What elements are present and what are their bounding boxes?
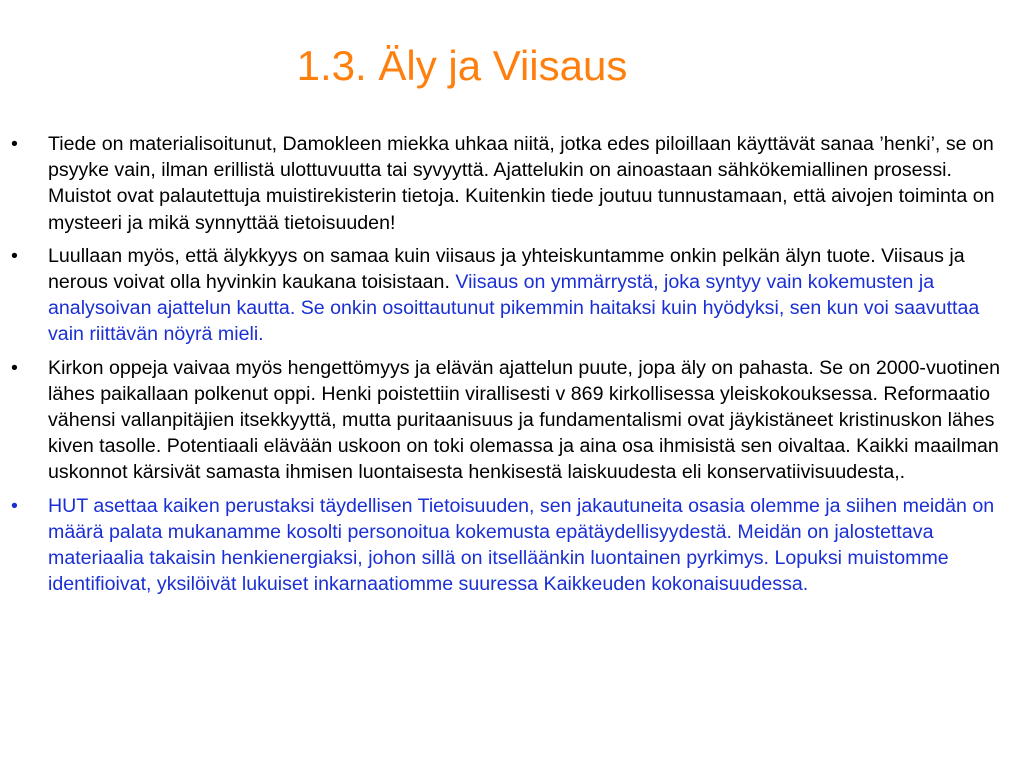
bullet-item-1: [0, 131, 1024, 236]
bullet-mark: •: [11, 356, 18, 379]
bullet-text-2-highlight: Viisaus on ymmärrystä, joka syntyy vain kokemusten ja analysoivan ajattelun kautta. Se onkin osoittautunut pikemmin haitaksi kuin hyödyksi, sen kun voi saavuttaa vain riittävän nöyrä mieli.: [48, 271, 980, 346]
slide-title: 1.3. Äly ja Viisaus: [296, 42, 628, 89]
bullet-item-3: [0, 355, 1024, 486]
bullet-item-2: [0, 243, 1024, 348]
bullet-item-4: [0, 493, 1024, 598]
bullet-text-2: Luullaan myös, että älykkyys on samaa kuin viisaus ja yhteiskuntamme onkin pelkän älyn tuote. Viisaus ja nerous voivat olla hyvinkin kaukana toisistaan.: [48, 244, 965, 294]
bullet-mark: •: [11, 133, 18, 155]
bullet-text-4: HUT asettaa kaiken perustaksi täydellisen Tietoisuuden, sen jakautuneita osasia olemme ja siihen meidän on määrä palata mukanamme kosolti personoitua kokemusta epätäydellisyydestä. Meidän on jalostettava materiaalia takaisin henkienergiaksi, johon sillä on itselläänkin luontainen pyrkimys. Lopuksi muistomme identifioivat, yksilöivät lukuiset inkarnaatiomme suuressa Kaikkeuden kokonaisuudessa.: [48, 494, 995, 596]
bullet-list: [0, 131, 1024, 604]
bullet-mark: •: [11, 494, 18, 517]
bullet-mark: •: [11, 244, 18, 267]
bullet-text-3: Kirkon oppeja vaivaa myös hengettömyys ja elävän ajattelun puute, jopa äly on pahasta. Se on 2000-vuotinen lähes paikallaan polkenut oppi. Henki poistettiin virallisesti v 869 kirkollisessa yleiskokouksessa. Reformaatio vähensi vallanpitäjien itsekkyyttä, mutta puritaanisuus ja fundamentalismi ovat jäykistäneet kristinuskon lähes kiven tasolle. Potentiaali elävään uskoon on toki olemassa ja aina osa ihmisistä sen oivaltaa. Kaikki maailman uskonnot kärsivät samasta ihmisen luontaisesta henkisestä laiskuudesta eli konservatiivisuudesta,.: [48, 356, 1001, 484]
bullet-text-1: Tiede on materialisoitunut, Damokleen miekka uhkaa niitä, jotka edes piloillaan käyttävät sanaa ’henki’, se on psyyke vain, ilman erillistä ulottuvuutta tai syvyyttä. Ajattelukin on ainoastaan sähkökemiallinen prosessi. Muistot ovat palautettuja muistirekisterin tietoja. Kuitenkin tiede joutuu tunnustamaan, että aivojen toiminta on mysteeri ja mikä synnyttää tietoisuuden!: [48, 133, 995, 234]
